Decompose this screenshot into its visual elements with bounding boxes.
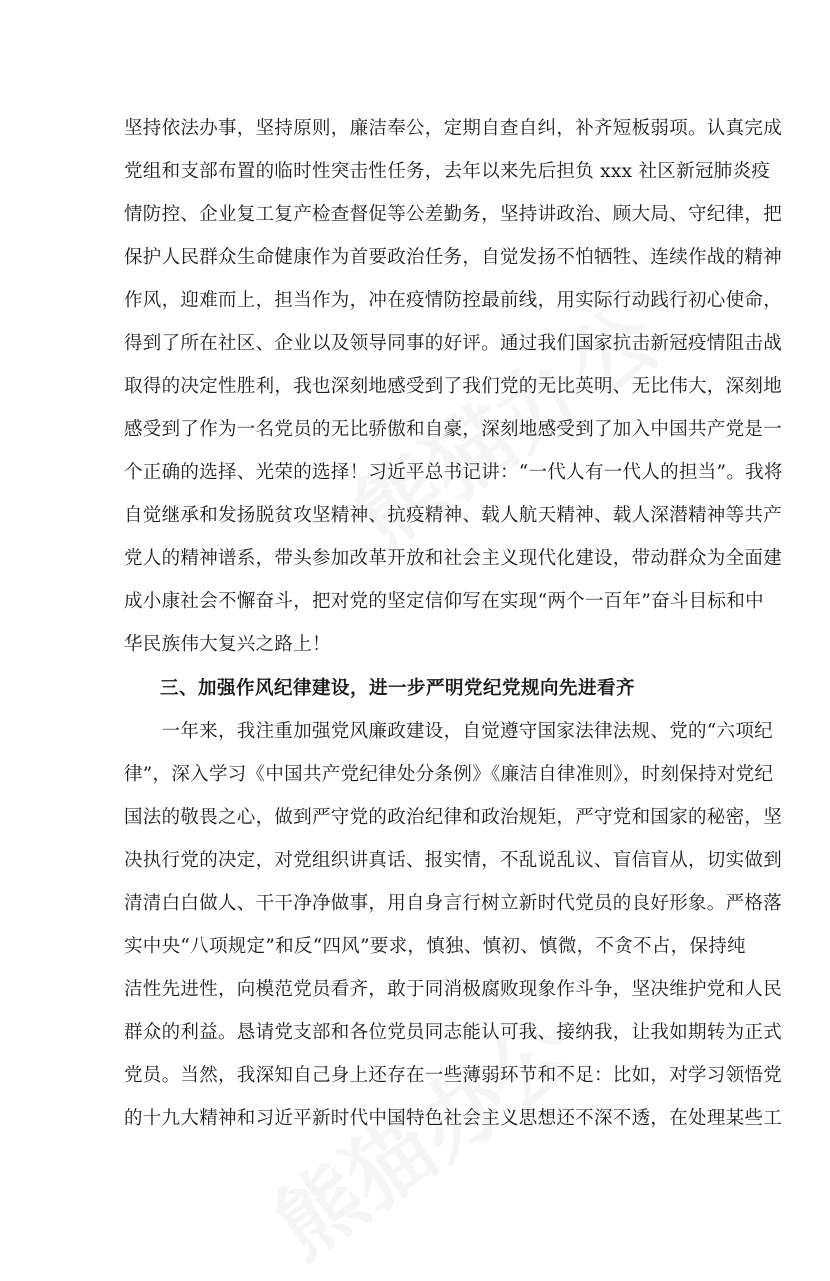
paragraph-line: 律”，深入学习《中国共产党纪律处分条例》《廉洁自律准则》，时刻保持对党纪 xyxy=(124,764,774,785)
section-heading: 三、加强作风纪律建设，进一步严明党纪党规向先进看齐 xyxy=(160,678,636,699)
paragraph-line: 成小康社会不懈奋斗，把对党的坚定信仰写在实现“两个一百年”奋斗目标和中 xyxy=(124,591,764,612)
paragraph-line: 坚持依法办事，坚持原则，廉洁奉公，定期自查自纠，补齐短板弱项。认真完成 xyxy=(124,118,783,139)
paragraph-line: 洁性先进性，向模范党员看齐，敢于同消极腐败现象作斗争，坚决维护党和人民 xyxy=(124,979,783,1000)
paragraph-line: 作风，迎难而上，担当作为，冲在疫情防控最前线，用实际行动践行初心使命， xyxy=(124,290,783,311)
paragraph-line: 保护人民群众生命健康作为首要政治任务，自觉发扬不怕牺牲、连续作战的精神 xyxy=(124,247,783,268)
paragraph-line: 华民族伟大复兴之路上！ xyxy=(124,634,331,655)
paragraph-line: 群众的利益。恳请党支部和各位党员同志能认可我、接纳我，让我如期转为正式 xyxy=(124,1022,783,1043)
paragraph-line: 决执行党的决定，对党组织讲真话、报实情，不乱说乱议、盲信盲从，切实做到 xyxy=(124,850,783,871)
paragraph-line: 党员。当然，我深知自己身上还存在一些薄弱环节和不足：比如，对学习领悟党 xyxy=(124,1065,783,1086)
paragraph-line: 个正确的选择、光荣的选择！习近平总书记讲：“一代人有一代人的担当”。我将 xyxy=(124,462,783,483)
paragraph-line: 一年来，我注重加强党风廉政建设，自觉遵守国家法律法规、党的“六项纪 xyxy=(124,721,773,742)
paragraph-line: 党组和支部布置的临时性突击性任务，去年以来先后担负 xxx 社区新冠肺炎疫 xyxy=(124,161,771,182)
paragraph-line: 得到了所在社区、企业以及领导同事的好评。通过我们国家抗击新冠疫情阻击战 xyxy=(124,333,783,354)
paragraph-line: 国法的敬畏之心，做到严守党的政治纪律和政治规矩，严守党和国家的秘密，坚 xyxy=(124,807,783,828)
paragraph-line: 感受到了作为一名党员的无比骄傲和自豪，深刻地感受到了加入中国共产党是一 xyxy=(124,419,783,440)
paragraph-line: 自觉继承和发扬脱贫攻坚精神、抗疫精神、载人航天精神、载人深潜精神等共产 xyxy=(124,505,783,526)
paragraph-line: 取得的决定性胜利，我也深刻地感受到了我们党的无比英明、无比伟大，深刻地 xyxy=(124,376,783,397)
paragraph-line: 党人的精神谱系，带头参加改革开放和社会主义现代化建设，带动群众为全面建 xyxy=(124,548,783,569)
paragraph-line: 情防控、企业复工复产检查督促等公差勤务，坚持讲政治、顾大局、守纪律，把 xyxy=(124,204,783,225)
paragraph-line: 的十九大精神和习近平新时代中国特色社会主义思想还不深不透，在处理某些工 xyxy=(124,1108,783,1129)
paragraph-line: 清清白白做人、干干净净做事，用自身言行树立新时代党员的良好形象。严格落 xyxy=(124,893,783,914)
paragraph-line: 实中央“八项规定”和反“四风”要求，慎独、慎初、慎微，不贪不占，保持纯 xyxy=(124,936,746,957)
